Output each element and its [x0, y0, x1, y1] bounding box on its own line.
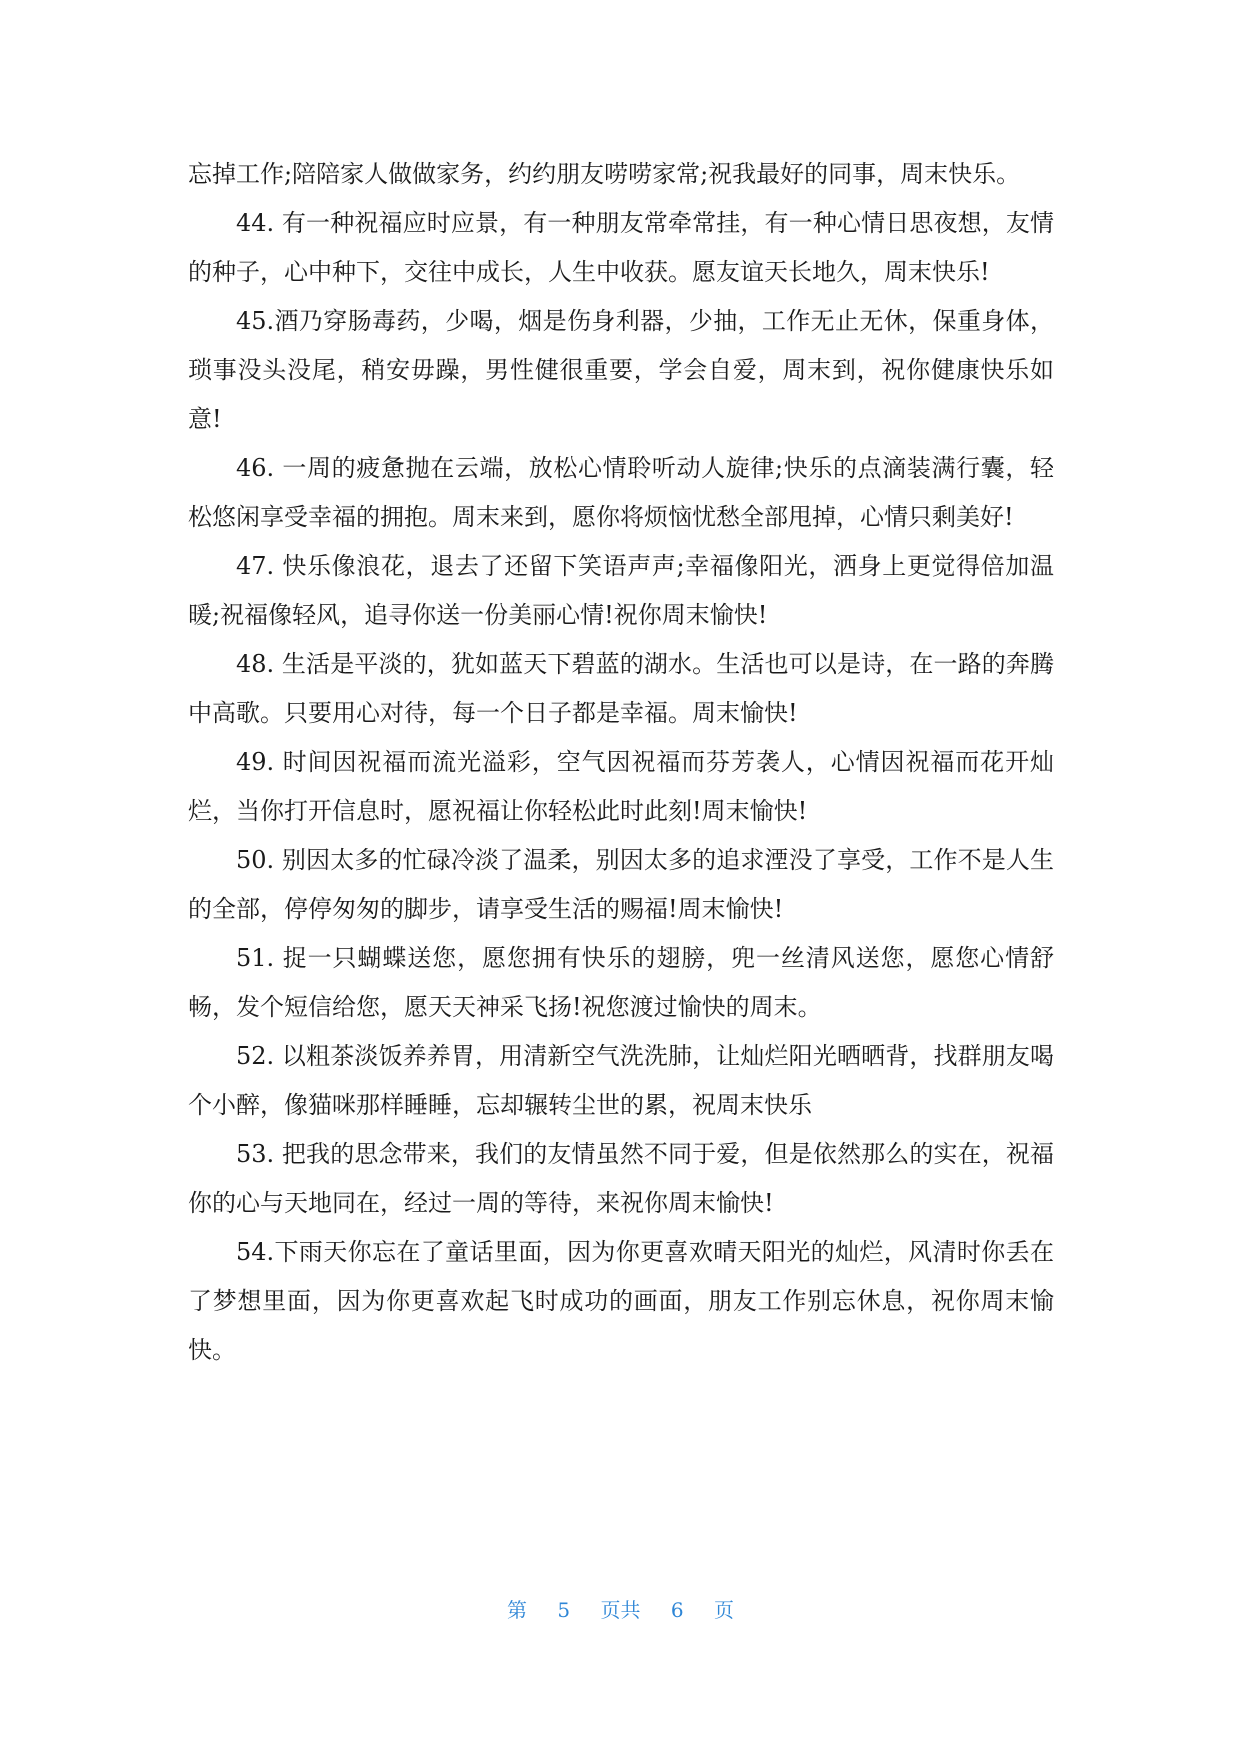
paragraph: 50. 别因太多的忙碌冷淡了温柔，别因太多的追求湮没了享受，工作不是人生的全部，停停匆匆的脚步，请享受生活的赐福!周末愉快! — [188, 846, 1054, 923]
footer-prefix: 第 — [507, 1598, 528, 1622]
footer-suffix: 页 — [713, 1598, 734, 1622]
page-footer — [0, 1596, 1241, 1624]
paragraph: 忘掉工作;陪陪家人做做家务，约约朋友唠唠家常;祝我最好的同事，周末快乐。 — [188, 160, 1021, 188]
footer-mid: 页共 — [600, 1598, 641, 1622]
paragraph: 45.酒乃穿肠毒药，少喝，烟是伤身利器，少抽，工作无止无休，保重身体，琐事没头没尾，稍安毋躁，男性健很重要，学会自爱，周末到，祝你健康快乐如意! — [188, 307, 1054, 433]
paragraph: 51. 捉一只蝴蝶送您，愿您拥有快乐的翅膀，兜一丝清风送您，愿您心情舒畅，发个短信给您，愿天天神采飞扬!祝您渡过愉快的周末。 — [188, 944, 1054, 1021]
paragraph: 54.下雨天你忘在了童话里面，因为你更喜欢晴天阳光的灿烂，风清时你丢在了梦想里面，因为你更喜欢起飞时成功的画面，朋友工作别忘休息，祝你周末愉快。 — [188, 1238, 1054, 1364]
paragraph: 49. 时间因祝福而流光溢彩，空气因祝福而芬芳袭人，心情因祝福而花开灿烂，当你打开信息时，愿祝福让你轻松此时此刻!周末愉快! — [188, 748, 1054, 825]
document-body — [188, 150, 1054, 1375]
footer-total-pages: 6 — [670, 1598, 684, 1622]
paragraph: 47. 快乐像浪花，退去了还留下笑语声声;幸福像阳光，洒身上更觉得倍加温暖;祝福像轻风，追寻你送一份美丽心情!祝你周末愉快! — [188, 552, 1054, 629]
paragraph: 46. 一周的疲惫抛在云端，放松心情聆听动人旋律;快乐的点滴装满行囊，轻松悠闲享受幸福的拥抱。周末来到，愿你将烦恼忧愁全部甩掉，心情只剩美好! — [188, 454, 1054, 531]
footer-current-page: 5 — [557, 1598, 571, 1622]
paragraph: 53. 把我的思念带来，我们的友情虽然不同于爱，但是依然那么的实在，祝福你的心与天地同在，经过一周的等待，来祝你周末愉快! — [188, 1140, 1054, 1217]
paragraph: 48. 生活是平淡的，犹如蓝天下碧蓝的湖水。生活也可以是诗，在一路的奔腾中高歌。只要用心对待，每一个日子都是幸福。周末愉快! — [188, 650, 1054, 727]
paragraph: 44. 有一种祝福应时应景，有一种朋友常牵常挂，有一种心情日思夜想，友情的种子，心中种下，交往中成长，人生中收获。愿友谊天长地久，周末快乐! — [188, 209, 1054, 286]
paragraph: 52. 以粗茶淡饭养养胃，用清新空气洗洗肺，让灿烂阳光晒晒背，找群朋友喝个小醉，像猫咪那样睡睡，忘却辗转尘世的累，祝周末快乐 — [188, 1042, 1054, 1119]
